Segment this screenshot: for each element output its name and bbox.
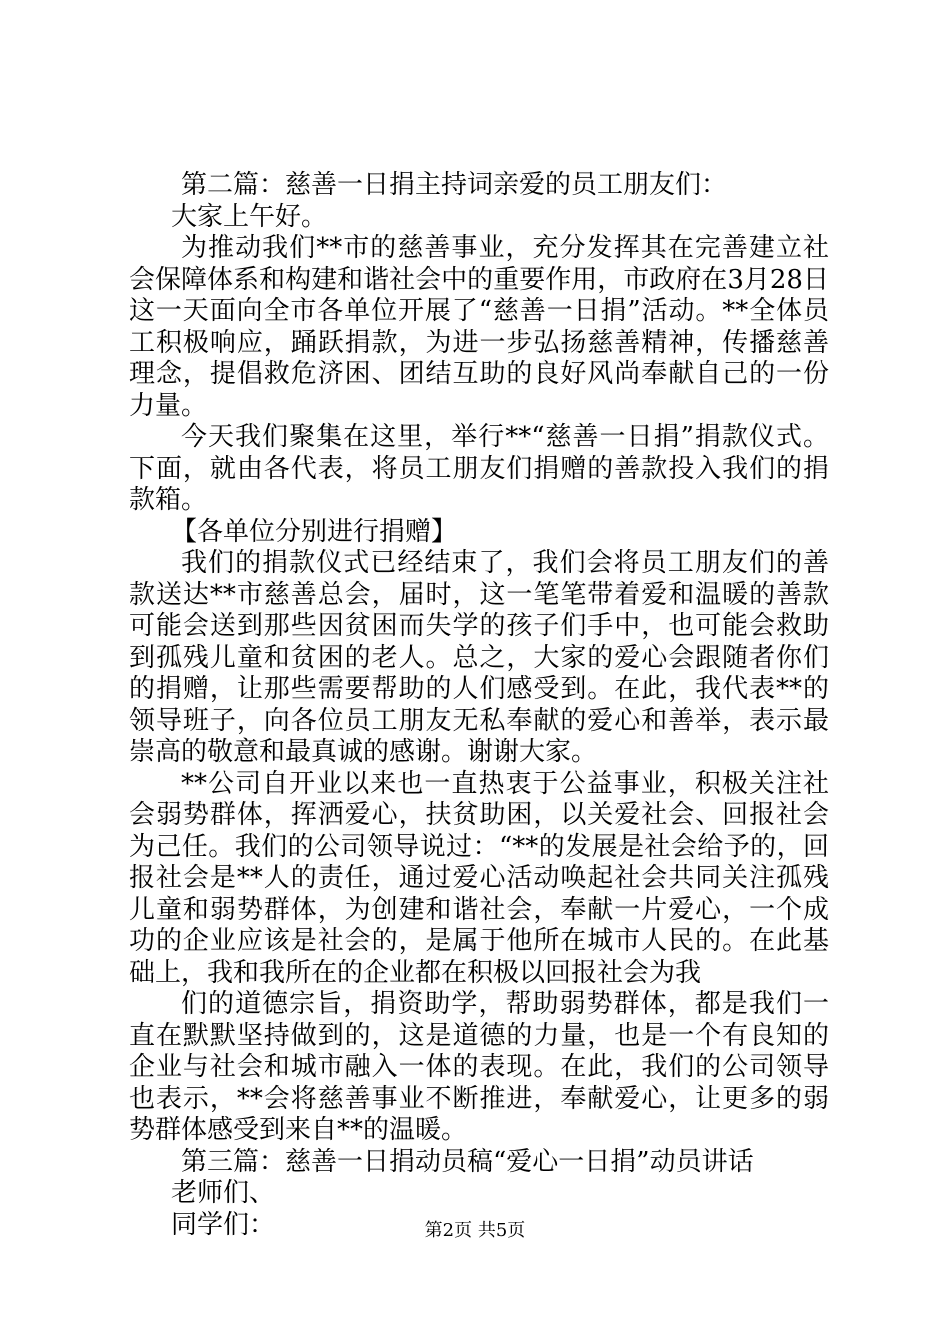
greeting: 大家上午好。 [171, 201, 328, 232]
section-heading-2: 第二篇：慈善一日捐主持词亲爱的员工朋友们： [181, 170, 728, 200]
document-body [129, 170, 829, 1241]
salutation-line: 老师们、 [171, 1178, 276, 1208]
page-number-footer: 第2页 共5页 [424, 1220, 526, 1241]
paragraph: **公司自开业以来也一直热衷于公益事业，积极关注社会弱势群体，挥洒爱心，扶贫助困，以关爱社会、回报社会为己任。我们的公司领导说过：“**的发展是社会给予的，回报社会是**人的责任，通过爱心活动唤起社会共同关注孤残儿童和弱势群体，为创建和谐社会，奉献一片爱心，一个成功的企业应该是社会的，是属于他所在城市人民的。在此基础上，我和我所在的企业都在积极以回报社会为我 [129, 768, 829, 988]
paragraph: 们的道德宗旨，捐资助学，帮助弱势群体，都是我们一直在默默坚持做到的，这是道德的力量，也是一个有良知的企业与社会和城市融入一体的表现。在此，我们的公司领导也表示，**会将慈善事业不断推进，奉献爱心，让更多的弱势群体感受到来自**的温暖。 [129, 989, 829, 1145]
section-heading-3: 第三篇：慈善一日捐动员稿“爱心一日捐”动员讲话 [181, 1146, 754, 1177]
paragraph: 为推动我们**市的慈善事业，充分发挥其在完善建立社会保障体系和构建和谐社会中的重要作用，市政府在3月28日这一天面向全市各单位开展了“慈善一日捐”活动。**全体员工积极响应，踊跃捐款，为进一步弘扬慈善精神，传播慈善理念，提倡救危济困、团结互助的良好风尚奉献自己的一份力量。 [129, 233, 829, 421]
bracket-note: 【各单位分别进行捐赠】 [171, 516, 458, 547]
paragraph: 今天我们聚集在这里，举行**“慈善一日捐”捐款仪式。下面，就由各代表，将员工朋友们捐赠的善款投入我们的捐款箱。 [129, 422, 829, 515]
salutation-line: 同学们： [171, 1209, 276, 1240]
paragraph: 我们的捐款仪式已经结束了，我们会将员工朋友们的善款送达**市慈善总会，届时，这一笔笔带着爱和温暖的善款可能会送到那些因贫困而失学的孩子们手中，也可能会救助到孤残儿童和贫困的老人。总之，大家的爱心会跟随者你们的捐赠，让那些需要帮助的人们感受到。在此，我代表**的领导班子，向各位员工朋友无私奉献的爱心和善举，表示最崇高的敬意和最真诚的感谢。谢谢大家。 [129, 548, 829, 767]
